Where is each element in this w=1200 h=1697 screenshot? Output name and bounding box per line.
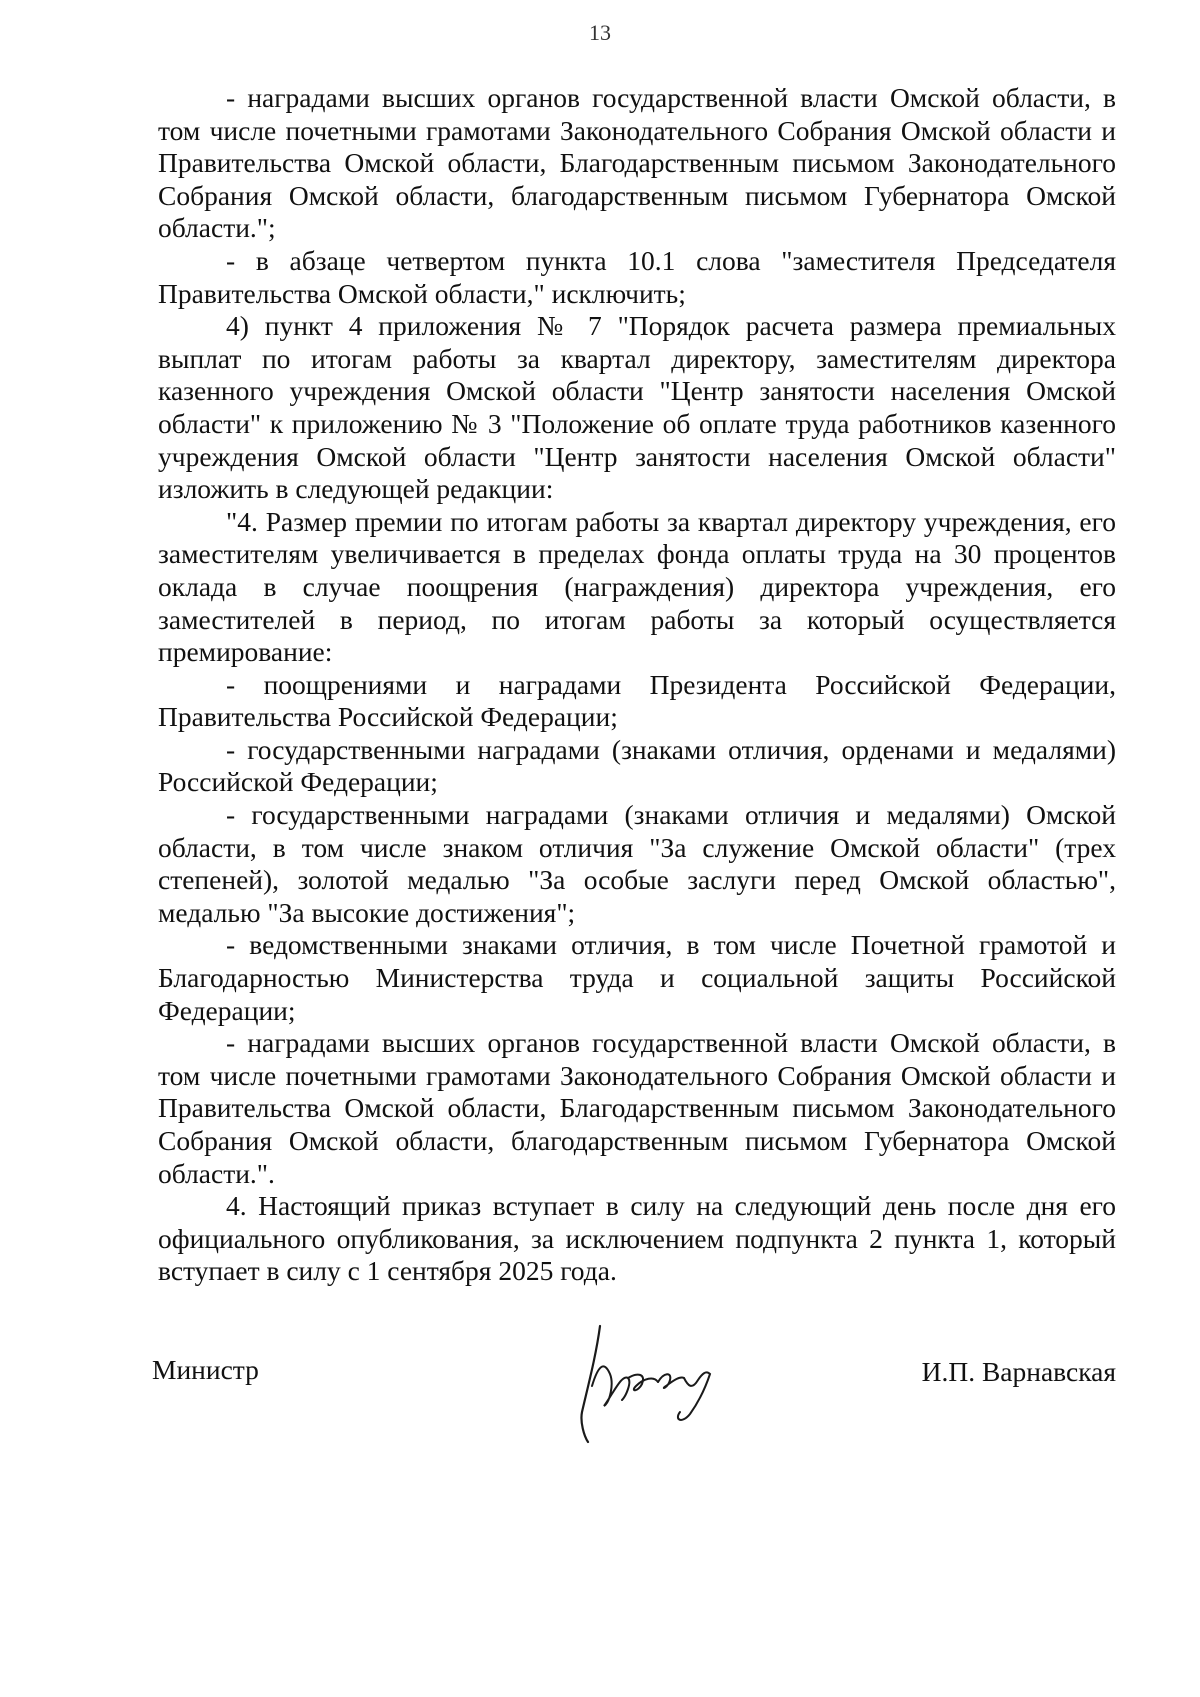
document-body xyxy=(158,82,1116,1288)
signatory-name: И.П. Варнавская xyxy=(921,1356,1116,1387)
paragraph-item-4-appendix-7: 4) пункт 4 приложения № 7 "Порядок расчета размера премиальных выплат по итогам работы за квартал директору, заместителям директора казенного учреждения Омской области "Центр занятости населения Омской области" к приложению № 3 "Положение об оплате труда работников казенного учреждения Омской области "Центр занятости населения Омской области" изложить в следующей редакции: xyxy=(158,310,1116,505)
handwritten-signature xyxy=(570,1316,730,1448)
signature-block xyxy=(152,1328,1116,1478)
paragraph-exclusion-10-1: - в абзаце четвертом пункта 10.1 слова "заместителя Председателя Правительства Омской области," исключить; xyxy=(158,244,1116,309)
paragraph-effective-date: 4. Настоящий приказ вступает в силу на следующий день после дня его официального опубликования, за исключением подпункта 2 пункта 1, который вступает в силу с 1 сентября 2025 года. xyxy=(158,1190,1116,1287)
paragraph-awards-state-omsk: - государственными наградами (знаками отличия и медалями) Омской области, в том числе знаком отличия "За служение Омской области" (трех степеней), золотой медалью "За особые заслуги перед Омской областью", медалью "За высокие достижения"; xyxy=(158,799,1116,928)
paragraph-awards-regional-1: - наградами высших органов государственной власти Омской области, в том числе почетными грамотами Законодательного Собрания Омской области и Правительства Омской области, Благодарственным письмом Законодательного Собрания Омской области, благодарственным письмом Губернатора Омской области."; xyxy=(158,82,1116,244)
paragraph-bonus-size: "4. Размер премии по итогам работы за квартал директору учреждения, его заместителям увеличивается в пределах фонда оплаты труда на 30 процентов оклада в случае поощрения (награждения) директора учреждения, его заместителей в период, по итогам работы за который осуществляется премирование: xyxy=(158,505,1116,668)
signatory-title: Министр xyxy=(152,1354,259,1385)
paragraph-awards-departmental: - ведомственными знаками отличия, в том числе Почетной грамотой и Благодарностью Министерства труда и социальной защиты Российской Федерации; xyxy=(158,929,1116,1026)
page-number: 13 xyxy=(589,20,611,45)
paragraph-awards-president: - поощрениями и наградами Президента Российской Федерации, Правительства Российской Федерации; xyxy=(158,668,1116,733)
paragraph-awards-regional-2: - наградами высших органов государственной власти Омской области, в том числе почетными грамотами Законодательного Собрания Омской области и Правительства Омской области, Благодарственным письмом Законодательного Собрания Омской области, благодарственным письмом Губернатора Омской области.". xyxy=(158,1027,1116,1189)
paragraph-awards-state-rf: - государственными наградами (знаками отличия, орденами и медалями) Российской Федерации; xyxy=(158,733,1116,798)
